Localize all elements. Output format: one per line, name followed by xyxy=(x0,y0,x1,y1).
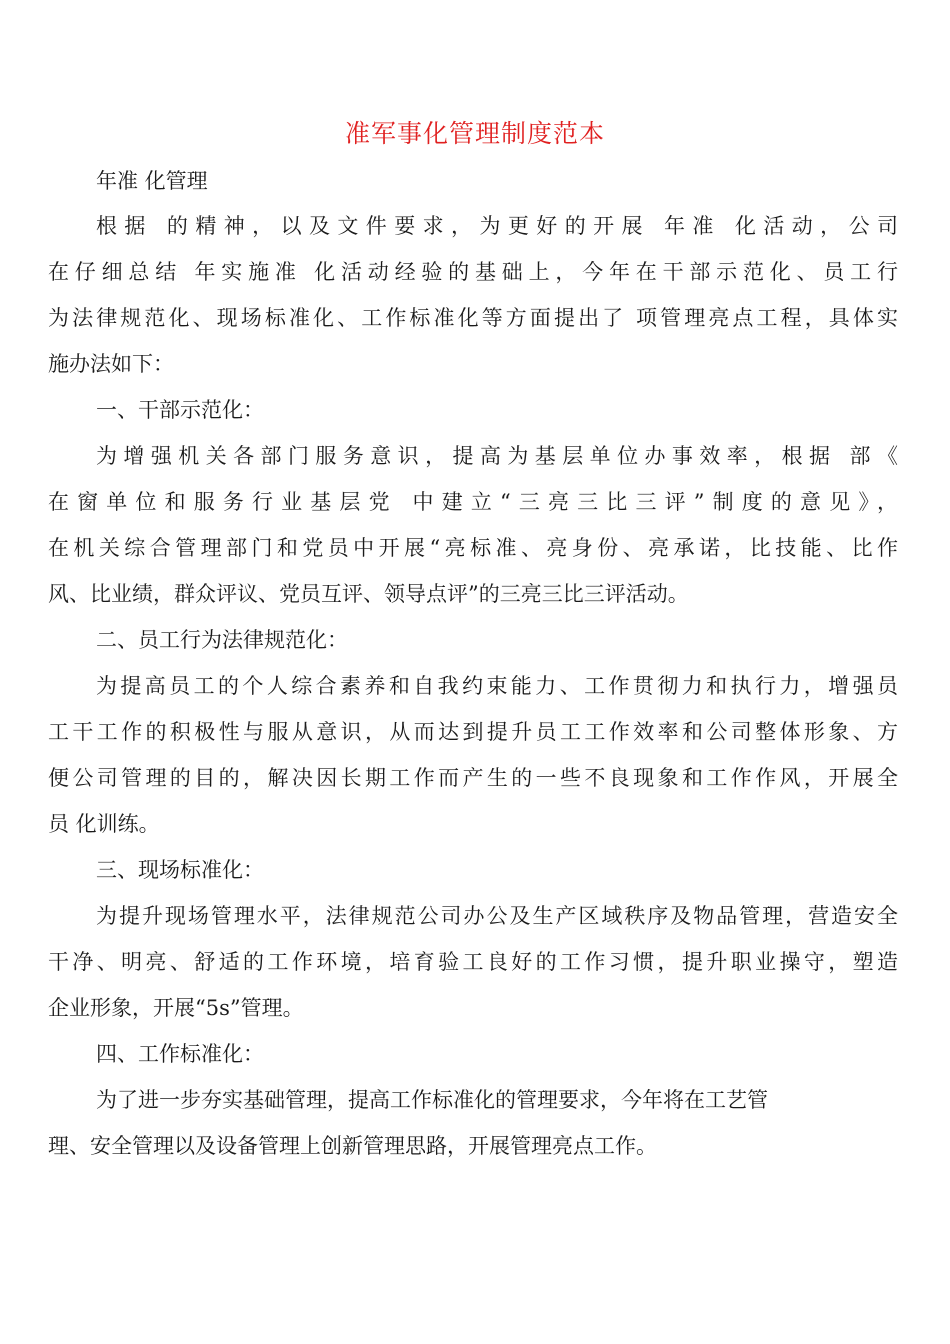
section-heading-2: 二、员工行为法律规范化： xyxy=(96,628,348,652)
para1-line-4: 施办法如下： xyxy=(48,352,174,376)
para1-line-3: 为法律规范化、现场标准化、工作标准化等方面提出了 项管理亮点工程，具体实 xyxy=(48,306,898,330)
para5-line-1: 为了进一步夯实基础管理，提高工作标准化的管理要求，今年将在工艺管 xyxy=(96,1088,768,1112)
para3-line-3: 便公司管理的目的，解决因长期工作而产生的一些不良现象和工作作风，开展全 xyxy=(48,766,898,790)
para2-line-2: 在窗单位和服务行业基层党 中建立“三亮三比三评”制度的意见》， xyxy=(48,490,898,514)
document-title: 准军事化管理制度范本 xyxy=(344,119,605,148)
section-heading-4: 四、工作标准化： xyxy=(96,1042,264,1066)
para4-line-3: 企业形象，开展“5s”管理。 xyxy=(48,996,304,1020)
para5-line-2: 理、安全管理以及设备管理上创新管理思路，开展管理亮点工作。 xyxy=(48,1134,657,1158)
para4-line-2: 干净、明亮、舒适的工作环境，培育验工良好的工作习惯，提升职业操守，塑造 xyxy=(48,950,898,974)
para2-line-1: 为增强机关各部门服务意识，提高为基层单位办事效率，根据 部《 xyxy=(96,444,898,468)
para1-line-1: 根据 的精神，以及文件要求，为更好的开展 年准 化活动，公司 xyxy=(96,214,898,238)
section-heading-1: 一、干部示范化： xyxy=(96,398,264,422)
para1-line-2: 在仔细总结 年实施准 化活动经验的基础上，今年在干部示范化、员工行 xyxy=(48,260,898,284)
para3-line-2: 工干工作的积极性与服从意识，从而达到提升员工工作效率和公司整体形象、方 xyxy=(48,720,898,744)
section-heading-3: 三、现场标准化： xyxy=(96,858,264,882)
para2-line-3: 在机关综合管理部门和党员中开展“亮标准、亮身份、亮承诺，比技能、比作 xyxy=(48,536,898,560)
para3-line-1: 为提高员工的个人综合素养和自我约束能力、工作贯彻力和执行力，增强员 xyxy=(96,674,898,698)
para4-line-1: 为提升现场管理水平，法律规范公司办公及生产区域秩序及物品管理，营造安全 xyxy=(96,904,898,928)
para3-line-4: 员 化训练。 xyxy=(48,812,160,836)
subtitle: 年准 化管理 xyxy=(96,169,208,193)
para2-line-4: 风、比业绩，群众评议、党员互评、领导点评”的三亮三比三评活动。 xyxy=(48,582,689,606)
